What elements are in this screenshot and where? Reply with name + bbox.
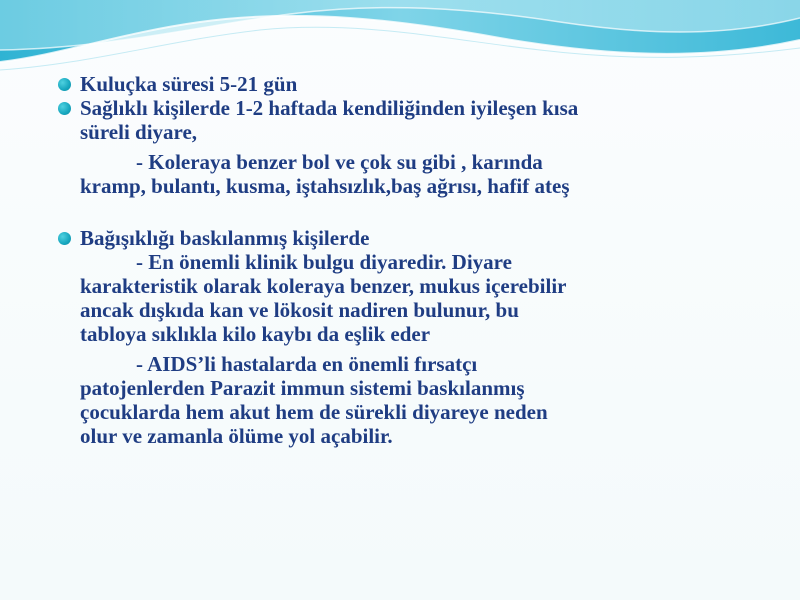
paragraph-line: patojenlerden Parazit immun sistemi baskılanmış [80, 376, 525, 400]
paragraph-line: - Koleraya benzer bol ve çok su gibi , karında [136, 150, 543, 174]
bullet-item [58, 72, 738, 96]
paragraph-line: - AIDS’li hastalarda en önemli fırsatçı [136, 352, 478, 376]
paragraph-line: çocuklarda hem akut hem de sürekli diyareye neden [80, 400, 548, 424]
bullet-text: Kuluçka süresi 5-21 gün [80, 72, 298, 96]
bullet-text: Sağlıklı kişilerde 1-2 haftada kendiliğinden iyileşen kısa [80, 96, 579, 120]
bullet-icon [58, 102, 71, 115]
sub-paragraph [58, 150, 738, 198]
paragraph-line: - En önemli klinik bulgu diyaredir. Diyare [136, 250, 512, 274]
sub-paragraph [58, 250, 738, 346]
bullet-icon [58, 78, 71, 91]
paragraph-line: ancak dışkıda kan ve lökosit nadiren bulunur, bu [80, 298, 519, 322]
bullet-item [58, 96, 738, 144]
paragraph-line: tabloya sıklıkla kilo kaybı da eşlik eder [80, 322, 431, 346]
paragraph-line: olur ve zamanla ölüme yol açabilir. [80, 424, 393, 448]
bullet-icon [58, 232, 71, 245]
sub-paragraph [58, 352, 738, 448]
paragraph-line: karakteristik olarak koleraya benzer, mukus içerebilir [80, 274, 567, 298]
bullet-text: süreli diyare, [80, 120, 198, 144]
bullet-text: Bağışıklığı baskılanmış kişilerde [80, 226, 370, 250]
bullet-item [58, 226, 738, 250]
paragraph-line: kramp, bulantı, kusma, iştahsızlık,baş ağrısı, hafif ateş [80, 174, 570, 198]
slide-content [58, 72, 738, 448]
